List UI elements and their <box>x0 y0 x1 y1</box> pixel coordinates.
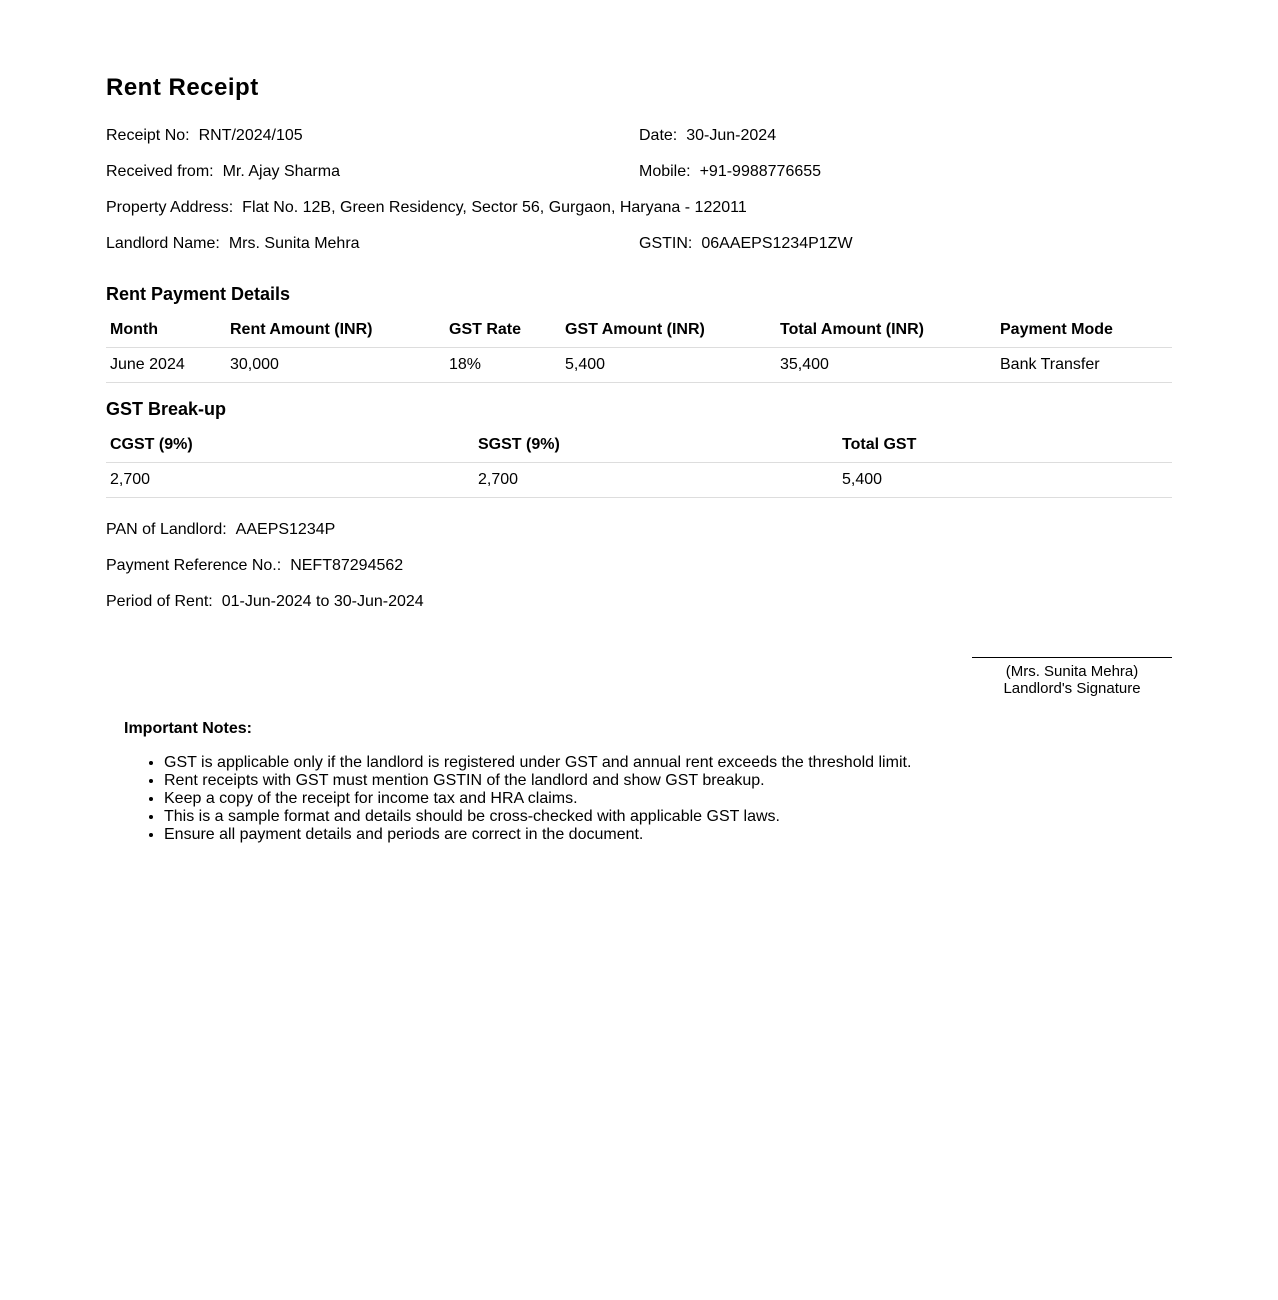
receipt-number-field <box>106 127 303 145</box>
pan-value: AAEPS1234P <box>235 521 336 538</box>
date-value: 30-Jun-2024 <box>686 127 777 144</box>
cell-gst-amount: 5,400 <box>561 348 776 383</box>
gstin-value: 06AAEPS1234P1ZW <box>701 235 853 252</box>
col-header-cgst: CGST (9%) <box>106 428 474 463</box>
mobile-field <box>639 163 821 181</box>
cell-gst-rate: 18% <box>445 348 561 383</box>
cell-sgst: 2,700 <box>474 463 838 498</box>
received-from-label: Received from: <box>106 163 214 180</box>
date-label: Date: <box>639 127 678 144</box>
received-from-value: Mr. Ajay Sharma <box>222 163 340 180</box>
gst-breakup-section-title: GST Break-up <box>106 399 227 419</box>
col-header-rent-amount: Rent Amount (INR) <box>226 313 445 348</box>
property-address-label: Property Address: <box>106 199 234 216</box>
property-address-field <box>106 199 747 217</box>
landlord-name-value: Mrs. Sunita Mehra <box>228 235 360 252</box>
col-header-month: Month <box>106 313 226 348</box>
table-header-row <box>106 313 1172 348</box>
cell-month: June 2024 <box>106 348 226 383</box>
mobile-value: +91-9988776655 <box>699 163 822 180</box>
landlord-name-field <box>106 235 360 253</box>
gstin-label: GSTIN: <box>639 235 693 252</box>
rent-period-label: Period of Rent: <box>106 593 213 610</box>
property-address-value: Flat No. 12B, Green Residency, Sector 56, Gurgaon, Haryana - 122011 <box>242 199 747 216</box>
notes-title: Important Notes: <box>124 720 252 737</box>
receipt-number-value: RNT/2024/105 <box>198 127 303 144</box>
cell-cgst: 2,700 <box>106 463 474 498</box>
table-row <box>106 463 1172 498</box>
date-field <box>639 127 776 145</box>
list-item: • Keep a copy of the receipt for income tax and HRA claims. <box>164 790 911 808</box>
cell-total-gst: 5,400 <box>838 463 1172 498</box>
signature-name: (Mrs. Sunita Mehra) <box>1005 663 1139 680</box>
pan-label: PAN of Landlord: <box>106 521 227 538</box>
receipt-number-label: Receipt No: <box>106 127 190 144</box>
cell-payment-mode: Bank Transfer <box>996 348 1172 383</box>
table-header-row <box>106 428 1172 463</box>
pan-field <box>106 521 335 539</box>
col-header-sgst: SGST (9%) <box>474 428 838 463</box>
list-item: • This is a sample format and details should be cross-checked with applicable GST laws. <box>164 808 911 826</box>
list-item: • Ensure all payment details and periods are correct in the document. <box>164 826 911 844</box>
col-header-total-amount: Total Amount (INR) <box>776 313 996 348</box>
received-from-field <box>106 163 340 181</box>
cell-rent-amount: 30,000 <box>226 348 445 383</box>
list-item: • Rent receipts with GST must mention GSTIN of the landlord and show GST breakup. <box>164 772 911 790</box>
table-row <box>106 348 1172 383</box>
page-title: Rent Receipt <box>106 74 259 101</box>
mobile-label: Mobile: <box>639 163 691 180</box>
notes-list <box>124 754 911 844</box>
gst-breakup-table <box>106 428 1172 498</box>
payment-reference-value: NEFT87294562 <box>290 557 404 574</box>
rent-period-value: 01-Jun-2024 to 30-Jun-2024 <box>221 593 424 610</box>
landlord-name-label: Landlord Name: <box>106 235 220 252</box>
payment-reference-field <box>106 557 403 575</box>
signature-line <box>972 657 1172 658</box>
col-header-gst-rate: GST Rate <box>445 313 561 348</box>
rent-payment-section-title: Rent Payment Details <box>106 284 291 304</box>
gstin-field <box>639 235 853 253</box>
col-header-gst-amount: GST Amount (INR) <box>561 313 776 348</box>
list-item: • GST is applicable only if the landlord is registered under GST and annual rent exceeds the threshold limit. <box>164 754 911 772</box>
rent-payment-table <box>106 313 1172 383</box>
signature-caption: Landlord's Signature <box>1003 680 1141 697</box>
col-header-payment-mode: Payment Mode <box>996 313 1172 348</box>
col-header-total-gst: Total GST <box>838 428 1172 463</box>
payment-reference-label: Payment Reference No.: <box>106 557 282 574</box>
rent-period-field <box>106 593 424 611</box>
cell-total-amount: 35,400 <box>776 348 996 383</box>
